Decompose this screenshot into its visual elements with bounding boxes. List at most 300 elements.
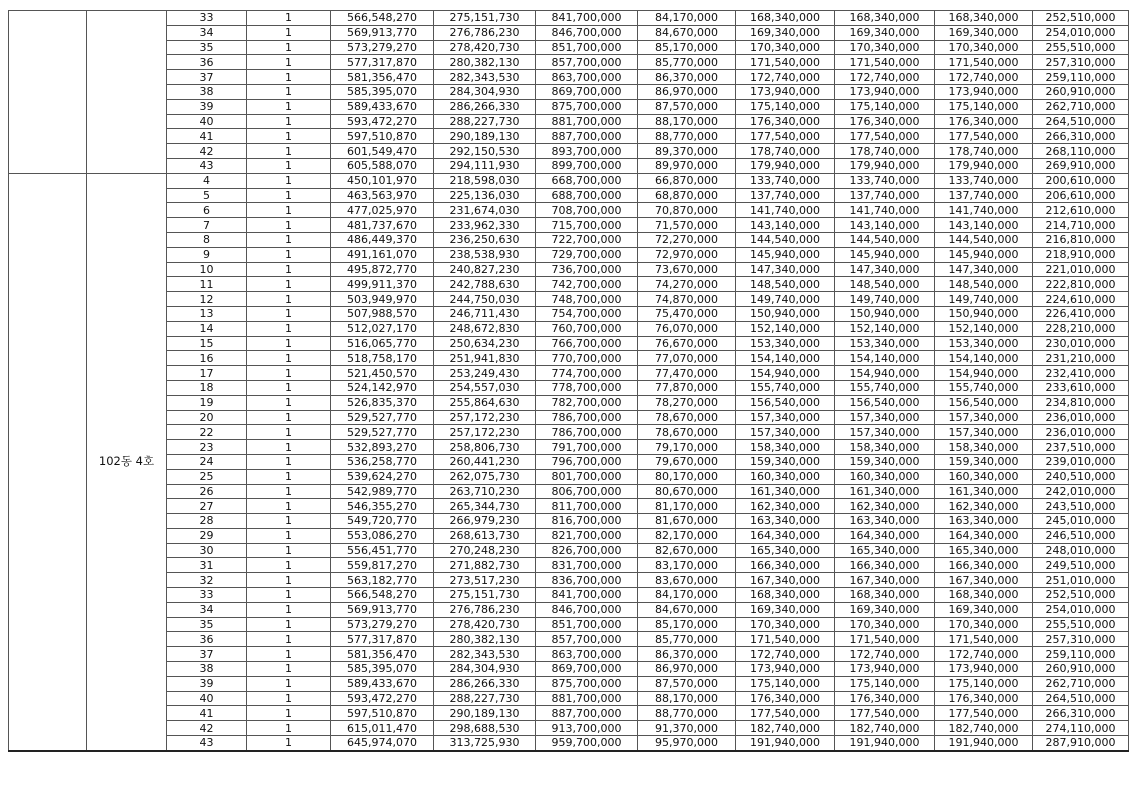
amount-cell: 78,670,000 <box>638 410 736 425</box>
count-cell: 1 <box>247 514 331 529</box>
count-cell: 1 <box>247 425 331 440</box>
amount-cell: 157,340,000 <box>935 410 1033 425</box>
amount-cell: 257,172,230 <box>434 410 536 425</box>
amount-cell: 72,270,000 <box>638 232 736 247</box>
amount-cell: 959,700,000 <box>536 736 638 751</box>
amount-cell: 179,940,000 <box>835 158 935 173</box>
amount-cell: 89,370,000 <box>638 144 736 159</box>
amount-cell: 238,538,930 <box>434 247 536 262</box>
count-cell: 1 <box>247 543 331 558</box>
amount-cell: 243,510,000 <box>1033 499 1129 514</box>
floor-cell: 30 <box>167 543 247 558</box>
amount-cell: 254,557,030 <box>434 380 536 395</box>
amount-cell: 605,588,070 <box>331 158 434 173</box>
amount-cell: 191,940,000 <box>935 736 1033 751</box>
floor-cell: 5 <box>167 188 247 203</box>
table-row <box>9 292 1129 307</box>
table-row <box>9 336 1129 351</box>
count-cell: 1 <box>247 588 331 603</box>
amount-cell: 147,340,000 <box>835 262 935 277</box>
floor-cell: 10 <box>167 262 247 277</box>
amount-cell: 232,410,000 <box>1033 366 1129 381</box>
amount-cell: 86,370,000 <box>638 70 736 85</box>
amount-cell: 729,700,000 <box>536 247 638 262</box>
amount-cell: 82,670,000 <box>638 543 736 558</box>
amount-cell: 175,140,000 <box>736 99 835 114</box>
amount-cell: 688,700,000 <box>536 188 638 203</box>
amount-cell: 170,340,000 <box>835 617 935 632</box>
table-row <box>9 262 1129 277</box>
count-cell: 1 <box>247 173 331 188</box>
amount-cell: 179,940,000 <box>935 158 1033 173</box>
count-cell: 1 <box>247 11 331 26</box>
amount-cell: 148,540,000 <box>736 277 835 292</box>
amount-cell: 224,610,000 <box>1033 292 1129 307</box>
amount-cell: 173,940,000 <box>935 662 1033 677</box>
amount-cell: 260,910,000 <box>1033 84 1129 99</box>
amount-cell: 593,472,270 <box>331 691 434 706</box>
amount-cell: 216,810,000 <box>1033 232 1129 247</box>
amount-cell: 154,140,000 <box>835 351 935 366</box>
amount-cell: 83,170,000 <box>638 558 736 573</box>
table-row <box>9 277 1129 292</box>
count-cell: 1 <box>247 232 331 247</box>
table-row <box>9 706 1129 721</box>
amount-cell: 899,700,000 <box>536 158 638 173</box>
floor-cell: 34 <box>167 602 247 617</box>
amount-cell: 553,086,270 <box>331 528 434 543</box>
amount-cell: 73,670,000 <box>638 262 736 277</box>
amount-cell: 499,911,370 <box>331 277 434 292</box>
amount-cell: 230,010,000 <box>1033 336 1129 351</box>
amount-cell: 841,700,000 <box>536 11 638 26</box>
amount-cell: 159,340,000 <box>935 454 1033 469</box>
table-row <box>9 676 1129 691</box>
amount-cell: 252,510,000 <box>1033 588 1129 603</box>
count-cell: 1 <box>247 602 331 617</box>
amount-cell: 178,740,000 <box>935 144 1033 159</box>
amount-cell: 87,570,000 <box>638 676 736 691</box>
amount-cell: 168,340,000 <box>935 11 1033 26</box>
floor-cell: 25 <box>167 469 247 484</box>
count-cell: 1 <box>247 188 331 203</box>
amount-cell: 259,110,000 <box>1033 70 1129 85</box>
amount-cell: 245,010,000 <box>1033 514 1129 529</box>
amount-cell: 275,151,730 <box>434 11 536 26</box>
floor-cell: 16 <box>167 351 247 366</box>
table-row <box>9 588 1129 603</box>
count-cell: 1 <box>247 662 331 677</box>
count-cell: 1 <box>247 736 331 751</box>
table-row <box>9 99 1129 114</box>
floor-cell: 24 <box>167 454 247 469</box>
floor-cell: 31 <box>167 558 247 573</box>
amount-cell: 532,893,270 <box>331 440 434 455</box>
amount-cell: 526,835,370 <box>331 395 434 410</box>
amount-cell: 286,266,330 <box>434 99 536 114</box>
amount-cell: 79,670,000 <box>638 454 736 469</box>
floor-cell: 35 <box>167 40 247 55</box>
floor-cell: 37 <box>167 70 247 85</box>
amount-cell: 242,010,000 <box>1033 484 1129 499</box>
count-cell: 1 <box>247 721 331 736</box>
amount-cell: 233,962,330 <box>434 218 536 233</box>
count-cell: 1 <box>247 129 331 144</box>
amount-cell: 165,340,000 <box>736 543 835 558</box>
amount-cell: 175,140,000 <box>935 676 1033 691</box>
amount-cell: 150,940,000 <box>835 306 935 321</box>
floor-cell: 41 <box>167 706 247 721</box>
amount-cell: 881,700,000 <box>536 691 638 706</box>
amount-cell: 153,340,000 <box>736 336 835 351</box>
amount-cell: 182,740,000 <box>736 721 835 736</box>
amount-cell: 163,340,000 <box>736 514 835 529</box>
table-row <box>9 366 1129 381</box>
table-row <box>9 514 1129 529</box>
amount-cell: 722,700,000 <box>536 232 638 247</box>
amount-cell: 569,913,770 <box>331 602 434 617</box>
count-cell: 1 <box>247 25 331 40</box>
amount-cell: 170,340,000 <box>935 617 1033 632</box>
floor-cell: 27 <box>167 499 247 514</box>
amount-cell: 251,010,000 <box>1033 573 1129 588</box>
amount-cell: 221,010,000 <box>1033 262 1129 277</box>
amount-cell: 782,700,000 <box>536 395 638 410</box>
amount-cell: 857,700,000 <box>536 55 638 70</box>
amount-cell: 153,340,000 <box>935 336 1033 351</box>
amount-cell: 81,670,000 <box>638 514 736 529</box>
amount-cell: 162,340,000 <box>835 499 935 514</box>
amount-cell: 147,340,000 <box>935 262 1033 277</box>
amount-cell: 857,700,000 <box>536 632 638 647</box>
amount-cell: 171,540,000 <box>935 632 1033 647</box>
amount-cell: 529,527,770 <box>331 425 434 440</box>
count-cell: 1 <box>247 632 331 647</box>
table-row <box>9 40 1129 55</box>
building-group-cell <box>9 11 87 174</box>
amount-cell: 255,510,000 <box>1033 617 1129 632</box>
count-cell: 1 <box>247 55 331 70</box>
unit-label-cell: 102동 4호 <box>87 173 167 751</box>
amount-cell: 156,540,000 <box>835 395 935 410</box>
amount-cell: 280,382,130 <box>434 55 536 70</box>
floor-cell: 22 <box>167 425 247 440</box>
amount-cell: 869,700,000 <box>536 84 638 99</box>
table-row <box>9 632 1129 647</box>
amount-cell: 145,940,000 <box>835 247 935 262</box>
amount-cell: 477,025,970 <box>331 203 434 218</box>
amount-cell: 778,700,000 <box>536 380 638 395</box>
amount-cell: 234,810,000 <box>1033 395 1129 410</box>
amount-cell: 851,700,000 <box>536 617 638 632</box>
amount-cell: 133,740,000 <box>835 173 935 188</box>
amount-cell: 240,510,000 <box>1033 469 1129 484</box>
amount-cell: 168,340,000 <box>736 11 835 26</box>
amount-cell: 172,740,000 <box>835 70 935 85</box>
amount-cell: 161,340,000 <box>935 484 1033 499</box>
amount-cell: 77,870,000 <box>638 380 736 395</box>
amount-cell: 491,161,070 <box>331 247 434 262</box>
amount-cell: 254,010,000 <box>1033 602 1129 617</box>
amount-cell: 171,540,000 <box>935 55 1033 70</box>
amount-cell: 226,410,000 <box>1033 306 1129 321</box>
table-row <box>9 144 1129 159</box>
amount-cell: 593,472,270 <box>331 114 434 129</box>
amount-cell: 168,340,000 <box>736 588 835 603</box>
floor-cell: 39 <box>167 676 247 691</box>
amount-cell: 160,340,000 <box>835 469 935 484</box>
amount-cell: 176,340,000 <box>935 691 1033 706</box>
count-cell: 1 <box>247 262 331 277</box>
amount-cell: 74,270,000 <box>638 277 736 292</box>
amount-cell: 160,340,000 <box>736 469 835 484</box>
amount-cell: 284,304,930 <box>434 662 536 677</box>
count-cell: 1 <box>247 691 331 706</box>
amount-cell: 143,140,000 <box>736 218 835 233</box>
amount-cell: 242,788,630 <box>434 277 536 292</box>
amount-cell: 244,750,030 <box>434 292 536 307</box>
count-cell: 1 <box>247 218 331 233</box>
amount-cell: 246,711,430 <box>434 306 536 321</box>
amount-cell: 577,317,870 <box>331 632 434 647</box>
amount-cell: 264,510,000 <box>1033 691 1129 706</box>
floor-cell: 33 <box>167 588 247 603</box>
count-cell: 1 <box>247 558 331 573</box>
count-cell: 1 <box>247 469 331 484</box>
amount-cell: 95,970,000 <box>638 736 736 751</box>
amount-cell: 145,940,000 <box>935 247 1033 262</box>
amount-cell: 269,910,000 <box>1033 158 1129 173</box>
amount-cell: 280,382,130 <box>434 632 536 647</box>
amount-cell: 166,340,000 <box>736 558 835 573</box>
amount-cell: 214,710,000 <box>1033 218 1129 233</box>
amount-cell: 266,310,000 <box>1033 129 1129 144</box>
amount-cell: 170,340,000 <box>835 40 935 55</box>
amount-cell: 260,441,230 <box>434 454 536 469</box>
amount-cell: 83,670,000 <box>638 573 736 588</box>
amount-cell: 169,340,000 <box>736 602 835 617</box>
amount-cell: 164,340,000 <box>835 528 935 543</box>
amount-cell: 546,355,270 <box>331 499 434 514</box>
table-row <box>9 602 1129 617</box>
amount-cell: 88,770,000 <box>638 706 736 721</box>
table-row <box>9 158 1129 173</box>
amount-cell: 158,340,000 <box>835 440 935 455</box>
amount-cell: 170,340,000 <box>736 40 835 55</box>
amount-cell: 182,740,000 <box>935 721 1033 736</box>
table-row <box>9 662 1129 677</box>
count-cell: 1 <box>247 647 331 662</box>
amount-cell: 164,340,000 <box>736 528 835 543</box>
amount-cell: 481,737,670 <box>331 218 434 233</box>
amount-cell: 164,340,000 <box>935 528 1033 543</box>
table-row <box>9 499 1129 514</box>
amount-cell: 266,979,230 <box>434 514 536 529</box>
amount-cell: 175,140,000 <box>835 676 935 691</box>
amount-cell: 887,700,000 <box>536 129 638 144</box>
amount-cell: 542,989,770 <box>331 484 434 499</box>
amount-cell: 167,340,000 <box>736 573 835 588</box>
amount-cell: 262,710,000 <box>1033 99 1129 114</box>
amount-cell: 264,510,000 <box>1033 114 1129 129</box>
table-row <box>9 469 1129 484</box>
count-cell: 1 <box>247 321 331 336</box>
amount-cell: 167,340,000 <box>935 573 1033 588</box>
amount-cell: 288,227,730 <box>434 114 536 129</box>
amount-cell: 270,248,230 <box>434 543 536 558</box>
floor-cell: 4 <box>167 173 247 188</box>
count-cell: 1 <box>247 528 331 543</box>
count-cell: 1 <box>247 499 331 514</box>
amount-cell: 754,700,000 <box>536 306 638 321</box>
amount-cell: 254,010,000 <box>1033 25 1129 40</box>
amount-cell: 248,672,830 <box>434 321 536 336</box>
amount-cell: 278,420,730 <box>434 617 536 632</box>
count-cell: 1 <box>247 366 331 381</box>
table-row <box>9 380 1129 395</box>
amount-cell: 563,182,770 <box>331 573 434 588</box>
amount-cell: 257,310,000 <box>1033 632 1129 647</box>
amount-cell: 231,674,030 <box>434 203 536 218</box>
floor-cell: 6 <box>167 203 247 218</box>
amount-cell: 585,395,070 <box>331 662 434 677</box>
amount-cell: 585,395,070 <box>331 84 434 99</box>
amount-cell: 577,317,870 <box>331 55 434 70</box>
amount-cell: 569,913,770 <box>331 25 434 40</box>
amount-cell: 71,570,000 <box>638 218 736 233</box>
amount-cell: 161,340,000 <box>736 484 835 499</box>
amount-cell: 143,140,000 <box>835 218 935 233</box>
floor-cell: 40 <box>167 114 247 129</box>
amount-cell: 290,189,130 <box>434 706 536 721</box>
amount-cell: 913,700,000 <box>536 721 638 736</box>
amount-cell: 863,700,000 <box>536 647 638 662</box>
building-group-cell <box>9 173 87 751</box>
amount-cell: 177,540,000 <box>736 129 835 144</box>
table-row <box>9 617 1129 632</box>
amount-cell: 821,700,000 <box>536 528 638 543</box>
amount-cell: 154,940,000 <box>835 366 935 381</box>
amount-cell: 169,340,000 <box>935 25 1033 40</box>
count-cell: 1 <box>247 144 331 159</box>
amount-cell: 200,610,000 <box>1033 173 1129 188</box>
amount-cell: 228,210,000 <box>1033 321 1129 336</box>
amount-cell: 66,870,000 <box>638 173 736 188</box>
amount-cell: 257,172,230 <box>434 425 536 440</box>
table-row <box>9 425 1129 440</box>
amount-cell: 597,510,870 <box>331 129 434 144</box>
amount-cell: 171,540,000 <box>736 55 835 70</box>
amount-cell: 770,700,000 <box>536 351 638 366</box>
table-row <box>9 306 1129 321</box>
amount-cell: 495,872,770 <box>331 262 434 277</box>
amount-cell: 589,433,670 <box>331 99 434 114</box>
amount-cell: 175,140,000 <box>736 676 835 691</box>
floor-cell: 18 <box>167 380 247 395</box>
table-row <box>9 484 1129 499</box>
amount-cell: 84,170,000 <box>638 11 736 26</box>
amount-cell: 288,227,730 <box>434 691 536 706</box>
amount-cell: 268,613,730 <box>434 528 536 543</box>
floor-cell: 15 <box>167 336 247 351</box>
count-cell: 1 <box>247 395 331 410</box>
price-schedule-table <box>8 10 1129 752</box>
amount-cell: 875,700,000 <box>536 676 638 691</box>
amount-cell: 141,740,000 <box>835 203 935 218</box>
amount-cell: 518,758,170 <box>331 351 434 366</box>
amount-cell: 816,700,000 <box>536 514 638 529</box>
amount-cell: 811,700,000 <box>536 499 638 514</box>
amount-cell: 841,700,000 <box>536 588 638 603</box>
amount-cell: 253,249,430 <box>434 366 536 381</box>
amount-cell: 173,940,000 <box>736 84 835 99</box>
amount-cell: 148,540,000 <box>835 277 935 292</box>
table-row <box>9 721 1129 736</box>
amount-cell: 806,700,000 <box>536 484 638 499</box>
amount-cell: 144,540,000 <box>736 232 835 247</box>
floor-cell: 36 <box>167 632 247 647</box>
count-cell: 1 <box>247 676 331 691</box>
amount-cell: 265,344,730 <box>434 499 536 514</box>
amount-cell: 536,258,770 <box>331 454 434 469</box>
amount-cell: 298,688,530 <box>434 721 536 736</box>
floor-cell: 29 <box>167 528 247 543</box>
amount-cell: 206,610,000 <box>1033 188 1129 203</box>
floor-cell: 38 <box>167 662 247 677</box>
amount-cell: 231,210,000 <box>1033 351 1129 366</box>
amount-cell: 176,340,000 <box>835 691 935 706</box>
amount-cell: 171,540,000 <box>835 632 935 647</box>
amount-cell: 282,343,530 <box>434 70 536 85</box>
floor-cell: 13 <box>167 306 247 321</box>
amount-cell: 80,670,000 <box>638 484 736 499</box>
amount-cell: 191,940,000 <box>835 736 935 751</box>
table-row <box>9 454 1129 469</box>
amount-cell: 212,610,000 <box>1033 203 1129 218</box>
amount-cell: 152,140,000 <box>736 321 835 336</box>
floor-cell: 42 <box>167 721 247 736</box>
count-cell: 1 <box>247 84 331 99</box>
amount-cell: 170,340,000 <box>736 617 835 632</box>
amount-cell: 168,340,000 <box>935 588 1033 603</box>
amount-cell: 173,940,000 <box>935 84 1033 99</box>
amount-cell: 166,340,000 <box>835 558 935 573</box>
amount-cell: 178,740,000 <box>736 144 835 159</box>
table-body <box>9 11 1129 751</box>
amount-cell: 76,670,000 <box>638 336 736 351</box>
floor-cell: 12 <box>167 292 247 307</box>
count-cell: 1 <box>247 40 331 55</box>
amount-cell: 153,340,000 <box>835 336 935 351</box>
floor-cell: 34 <box>167 25 247 40</box>
amount-cell: 169,340,000 <box>835 602 935 617</box>
count-cell: 1 <box>247 247 331 262</box>
amount-cell: 155,740,000 <box>736 380 835 395</box>
amount-cell: 84,670,000 <box>638 602 736 617</box>
amount-cell: 152,140,000 <box>935 321 1033 336</box>
amount-cell: 255,864,630 <box>434 395 536 410</box>
amount-cell: 826,700,000 <box>536 543 638 558</box>
amount-cell: 262,710,000 <box>1033 676 1129 691</box>
amount-cell: 601,549,470 <box>331 144 434 159</box>
amount-cell: 191,940,000 <box>736 736 835 751</box>
amount-cell: 86,370,000 <box>638 647 736 662</box>
table-row <box>9 647 1129 662</box>
amount-cell: 573,279,270 <box>331 617 434 632</box>
amount-cell: 516,065,770 <box>331 336 434 351</box>
floor-cell: 19 <box>167 395 247 410</box>
table-row <box>9 410 1129 425</box>
